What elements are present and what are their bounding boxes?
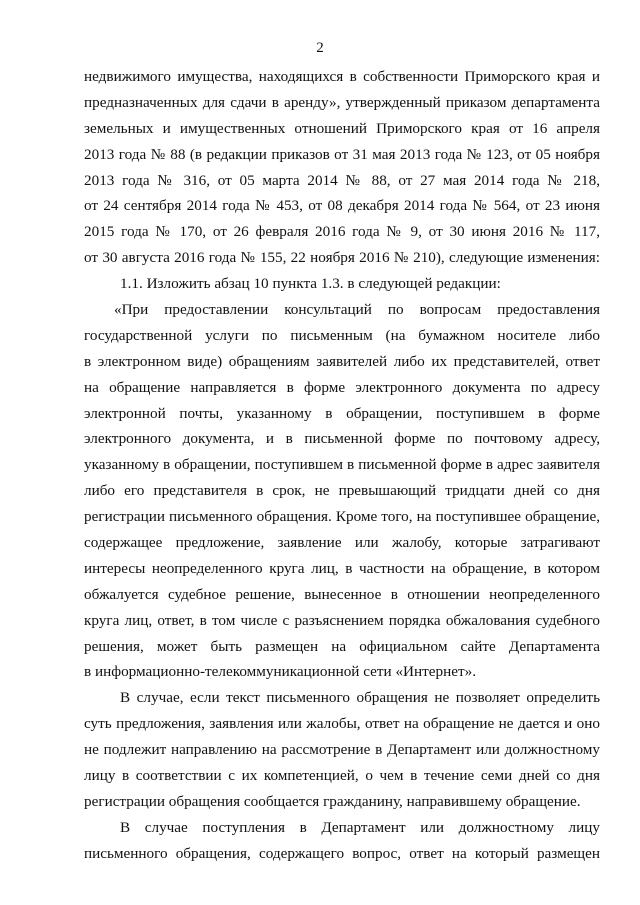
text-line: электронной почты, указанному в обращении, поступившем в форме <box>84 404 600 422</box>
text-line: интересы неопределенного круга лиц, в частности на обращение, в котором <box>84 559 600 577</box>
text-line: предназначенных для сдачи в аренду», утвержденный приказом департамента <box>84 93 600 111</box>
text-line: указанному в обращении, поступившем в письменной форме в адрес заявителя <box>84 456 600 474</box>
text-line: лицу в соответствии с их компетенцией, о чем в течение семи дней со дня <box>84 767 600 785</box>
document-body <box>84 64 600 867</box>
text-line: «При предоставлении консультаций по вопросам предоставления <box>114 301 600 319</box>
text-line: 2013 года № 88 (в редакции приказов от 31 мая 2013 года № 123, от 05 ноября <box>84 145 600 163</box>
text-line: государственной услуги по письменным (на бумажном носителе либо <box>84 326 600 344</box>
text-line: от 30 августа 2016 года № 155, 22 ноября 2016 № 210), следующие изменения: <box>84 249 600 267</box>
text-line: суть предложения, заявления или жалобы, ответ на обращение не дается и оно <box>84 715 600 733</box>
page-number: 2 <box>316 40 324 56</box>
text-line: 1.1. Изложить абзац 10 пункта 1.3. в следующей редакции: <box>120 275 501 293</box>
text-line: В случае, если текст письменного обращения не позволяет определить <box>120 689 600 707</box>
text-line: регистрации обращения сообщается гражданину, направившему обращение. <box>84 792 581 810</box>
text-line: электронного документа, и в письменной форме по почтовому адресу, <box>84 430 600 448</box>
text-line: обжалуется судебное решение, вынесенное в отношении неопределенного <box>84 585 600 603</box>
text-line: круга лиц, ответ, в том числе с разъяснением порядка обжалования судебного <box>84 611 600 629</box>
text-line: на обращение направляется в форме электронного документа по адресу <box>84 378 600 396</box>
text-line: решения, может быть размещен на официальном сайте Департамента <box>84 637 600 655</box>
text-line: письменного обращения, содержащего вопрос, ответ на который размещен <box>84 844 600 862</box>
text-line: 2015 года № 170, от 26 февраля 2016 года № 9, от 30 июня 2016 № 117, <box>84 223 600 241</box>
text-line: не подлежит направлению на рассмотрение в Департамент или должностному <box>84 741 600 759</box>
text-line: В случае поступления в Департамент или должностному лицу <box>120 818 600 836</box>
text-line: либо его представителя в срок, не превышающий тридцати дней со дня <box>84 482 600 500</box>
text-line: в информационно-телекоммуникационной сети «Интернет». <box>84 663 477 681</box>
text-line: в электронном виде) обращениям заявителей либо их представителей, ответ <box>84 352 600 370</box>
text-line: содержащее предложение, заявление или жалобу, которые затрагивают <box>84 534 600 552</box>
text-line: недвижимого имущества, находящихся в собственности Приморского края и <box>84 68 600 85</box>
text-line: 2013 года № 316, от 05 марта 2014 № 88, от 27 мая 2014 года № 218, <box>84 171 600 189</box>
text-line: от 24 сентября 2014 года № 453, от 08 декабря 2014 года № 564, от 23 июня <box>84 197 600 215</box>
text-line: регистрации письменного обращения. Кроме того, на поступившее обращение, <box>84 508 600 526</box>
text-line: земельных и имущественных отношений Приморского края от 16 апреля <box>84 119 600 137</box>
